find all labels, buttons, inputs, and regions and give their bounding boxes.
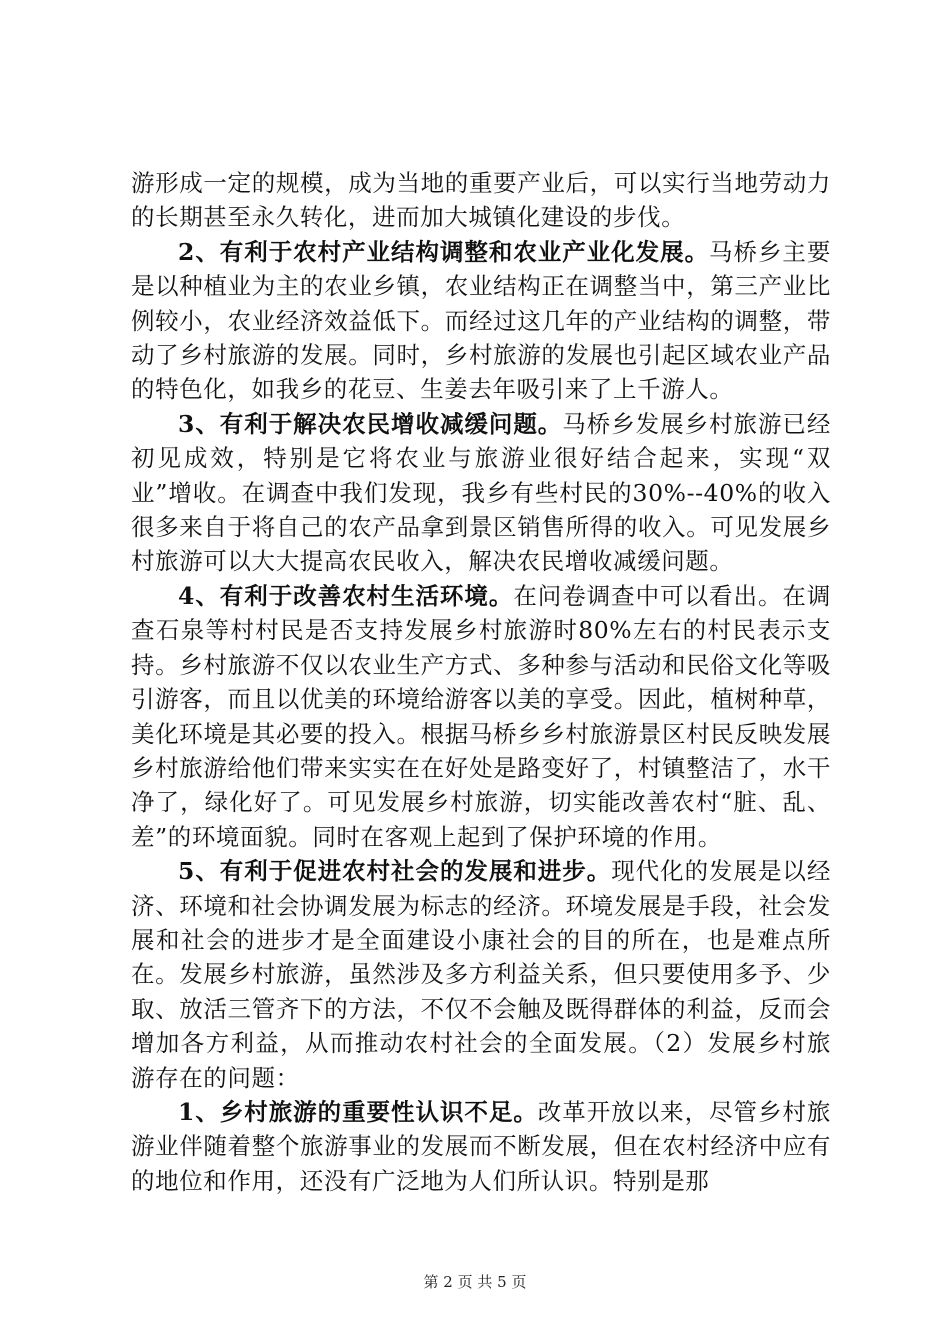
paragraph-text: 游形成一定的规模，成为当地的重要产业后，可以实行当地劳动力的长期甚至永久转化，进而加大城镇化建设的步伐。 [131,169,831,232]
document-body [131,166,831,1198]
paragraph-living-environment [131,579,831,854]
page-footer: 第 2 页 共 5 页 [423,1273,527,1291]
paragraph-text: 在问卷调查中可以看出。在调查石泉等村村民是否支持发展乡村旅游时80%左右的村民表示支持。乡村旅游不仅以农业生产方式、多种参与活动和民俗文化等吸引游客，而且以优美的环境给游客以美的享受。因此，植树种草，美化环境是其必要的投入。根据马桥乡乡村旅游景区村民反映发展乡村旅游给他们带来实实在在好处是路变好了，村镇整洁了，水干净了，绿化好了。可见发展乡村旅游，切实能改善农村“脏、乱、差”的环境面貌。同时在客观上起到了保护环境的作用。 [131,581,831,851]
paragraph-heading: 3、有利于解决农民增收减缓问题。 [178,409,563,438]
paragraph-text: 马桥乡发展乡村旅游已经初见成效，特别是它将农业与旅游业很好结合起来，实现“双业”增收。在调查中我们发现，我乡有些村民的30%--40%的收入很多来自于将自己的农产品拿到景区销售所得的收入。可见发展乡村旅游可以大大提高农民收入，解决农民增收减缓问题。 [131,409,831,576]
paragraph-heading: 4、有利于改善农村生活环境。 [178,581,514,610]
paragraph-heading: 1、乡村旅游的重要性认识不足。 [178,1097,538,1126]
paragraph-heading: 2、有利于农村产业结构调整和农业产业化发展。 [178,237,710,266]
paragraph-industry-structure [131,235,831,407]
paragraph-awareness [131,1095,831,1198]
paragraph-social-progress [131,854,831,1095]
paragraph-text: 现代化的发展是以经济、环境和社会协调发展为标志的经济。环境发展是手段，社会发展和社会的进步才是全面建设小康社会的目的所在，也是难点所在。发展乡村旅游，虽然涉及多方利益关系，但只要使用多予、少取、放活三管齐下的方法，不仅不会触及既得群体的利益，反而会增加各方利益，从而推动农村社会的全面发展。（2）发展乡村旅游存在的问题： [131,857,831,1092]
paragraph-farmer-income [131,407,831,579]
paragraph-text: 改革开放以来，尽管乡村旅游业伴随着整个旅游事业的发展而不断发展，但在农村经济中应有的地位和作用，还没有广泛地为人们所认识。特别是那 [131,1097,831,1195]
paragraph-continuation [131,166,831,235]
paragraph-text: 马桥乡主要是以种植业为主的农业乡镇，农业结构正在调整当中，第三产业比例较小，农业经济效益低下。而经过这几年的产业结构的调整，带动了乡村旅游的发展。同时，乡村旅游的发展也引起区域农业产品的特色化，如我乡的花豆、生姜去年吸引来了上千游人。 [131,237,831,404]
paragraph-heading: 5、有利于促进农村社会的发展和进步。 [178,857,612,886]
